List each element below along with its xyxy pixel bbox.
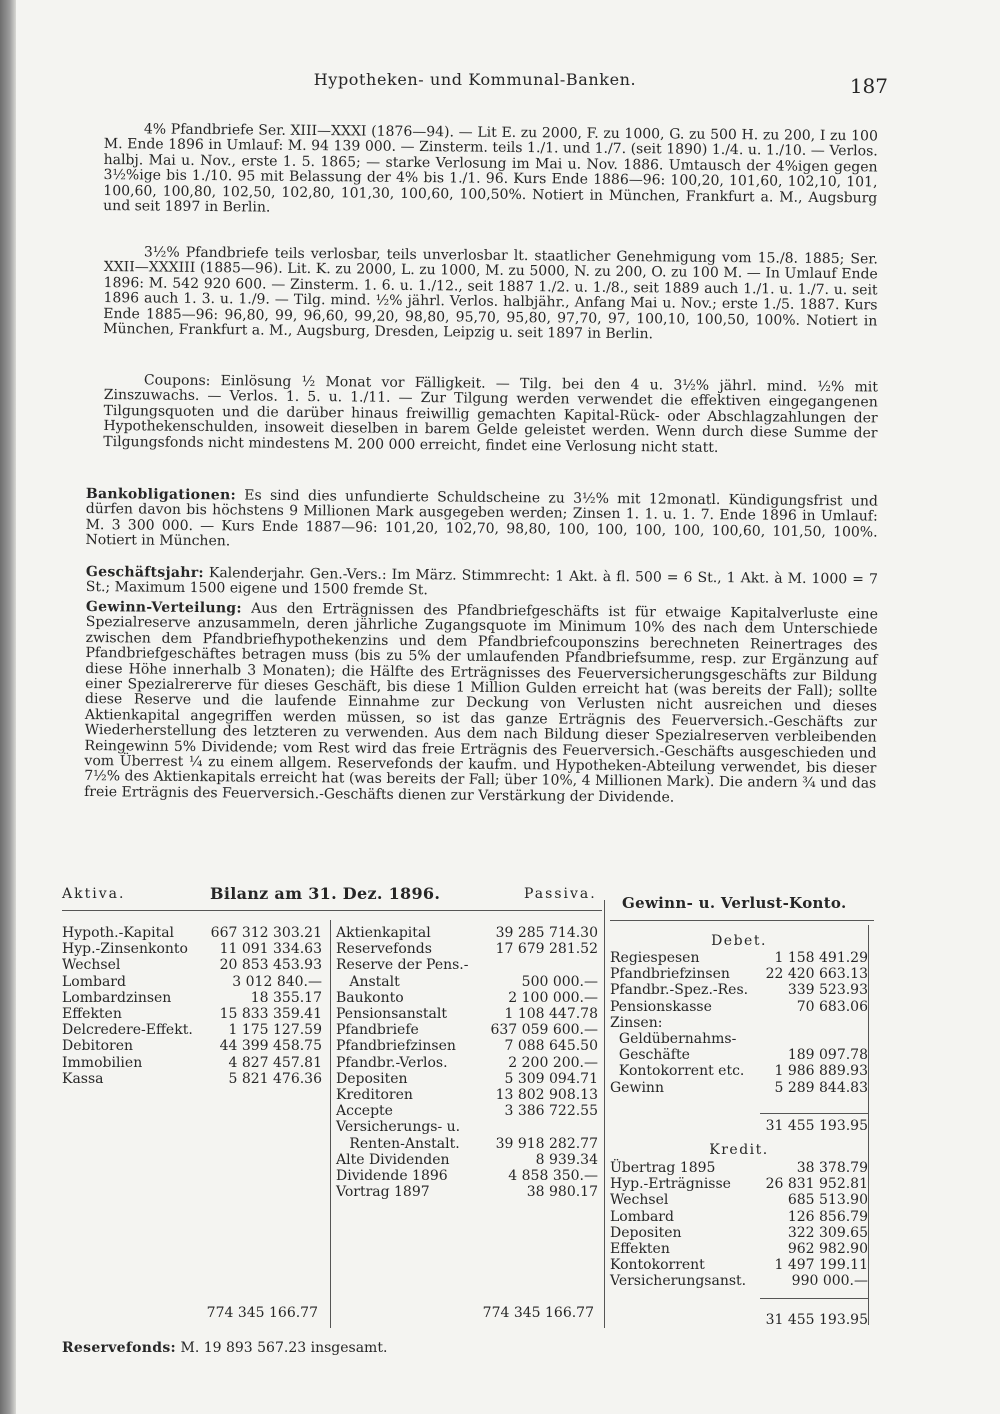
aktiva-label: Aktiva. xyxy=(62,886,126,902)
page-number: 187 xyxy=(849,74,888,98)
table-row xyxy=(336,1136,598,1151)
row-label: Hyp.-Zinsenkonto xyxy=(62,941,188,958)
row-value: 667 312 303.21 xyxy=(210,925,322,941)
table-row xyxy=(610,982,868,997)
paragraph-geschaeftsjahr xyxy=(86,565,878,603)
table-row xyxy=(610,1257,868,1272)
row-label: Pfandbriefe xyxy=(336,1022,419,1039)
table-row xyxy=(336,1087,598,1102)
table-row xyxy=(610,1160,868,1175)
table-row xyxy=(62,1006,322,1021)
row-value: 5 309 094.71 xyxy=(504,1070,598,1087)
row-label: Baukonto xyxy=(336,989,404,1006)
guv-left-rule xyxy=(604,900,605,1328)
table-row xyxy=(336,1038,598,1053)
row-label: Alte Dividenden xyxy=(336,1151,450,1168)
table-row xyxy=(610,1192,868,1207)
table-row xyxy=(336,1103,598,1118)
table-row xyxy=(610,1063,868,1078)
row-label: Kreditoren xyxy=(336,1087,413,1103)
table-row xyxy=(336,1152,598,1167)
table-row xyxy=(336,990,598,1005)
table-row xyxy=(336,974,598,989)
row-value: 17 679 281.52 xyxy=(495,941,598,958)
row-label: Gewinn xyxy=(610,1079,664,1096)
row-label: Wechsel xyxy=(62,957,121,974)
row-value: 990 000.— xyxy=(791,1273,868,1290)
debet-total: 31 455 193.95 xyxy=(765,1118,868,1134)
kredit-table xyxy=(610,1160,868,1295)
row-label: Delcredere-Effekt. xyxy=(62,1022,193,1039)
row-value: 1 986 889.93 xyxy=(774,1063,868,1080)
row-label: Kontokorrent etc. xyxy=(610,1063,745,1080)
row-label: Reservefonds xyxy=(336,941,432,958)
row-value: 44 399 458.75 xyxy=(219,1038,322,1055)
paragraph-text: 3½% Pfandbriefe teils verlosbar, teils unverlosbar lt. staatlicher Genehmigung vom 15./8. 1885; Ser. XXII—XXXIII (1885—96). Lit. K. zu 2000, L. zu 1000, M. zu 5000, N. zu 200, O. zu 100 M. — In Umlauf Ende 1896: M. 542 920 600. — Zinsterm. 1. 6. u. 1./12., seit 1887 1./2. u. 1./8., seit 1889 auch 1./1. u. 1./7. u. seit 1896 auch 1. 3. u. 1./9. — Tilg. mind. ½% jährl. Verlos. halbjähr., Anfang Mai u. Nov.; erste 1./5. 1887. Kurs Ende 1885—96: 96,80, 99, 96,60, 99,20, 98,80, 95,70, 95,80, 97,70, 97, 100,10, 100,50, 100%. Notiert in München, Frankfurt a. M., Augsburg, Dresden, Leipzig u. seit 1897 in Berlin. xyxy=(103,244,878,343)
row-label: Regiespesen xyxy=(610,950,700,966)
row-label: Anstalt xyxy=(336,973,400,990)
table-row xyxy=(610,1015,868,1030)
table-row xyxy=(62,974,322,989)
row-label: Pensionsanstalt xyxy=(336,1006,448,1022)
row-value: 39 918 282.77 xyxy=(495,1135,598,1152)
section-label: Bankobligationen: xyxy=(85,486,237,504)
row-value: 3 386 722.55 xyxy=(504,1103,598,1120)
paragraph-text: Es sind dies unfundierte Schuldscheine zu 3½% mit 12monatl. Kündigungsfrist und dürfen davon bis höchstens 9 Millionen Mark ausgegeben werden; Zinsen 1. 1. u. 1. 7. Ende 1896 in Umlauf: M. 3 300 000. — Kurs Ende 1887—96: 101,20, 102,70, 98,80, 100, 100, 100, 100, 100,60, 101,50, 100%. Notiert in München. xyxy=(85,487,878,550)
row-value: 339 523.93 xyxy=(787,982,868,999)
table-row xyxy=(62,925,322,940)
row-value: 189 097.78 xyxy=(787,1047,868,1064)
row-value: 1 108 447.78 xyxy=(504,1006,598,1022)
bilanz-center-rule xyxy=(330,920,331,1328)
row-label: Effekten xyxy=(62,1006,122,1022)
paragraph-3-5-percent-pfandbriefe xyxy=(103,245,878,345)
reservefonds-text: M. 19 893 567.23 insgesamt. xyxy=(176,1340,388,1356)
table-row xyxy=(62,1038,322,1053)
table-row xyxy=(610,1273,868,1288)
row-value: 8 939.34 xyxy=(535,1151,598,1168)
row-value: 26 831 952.81 xyxy=(765,1176,868,1193)
table-row xyxy=(336,1006,598,1021)
paragraph-4-percent-pfandbriefe xyxy=(103,122,878,222)
table-row xyxy=(610,966,868,981)
table-row xyxy=(62,1071,322,1086)
row-value: 1 175 127.59 xyxy=(228,1022,322,1039)
row-label: Kontokorrent xyxy=(610,1257,705,1274)
row-label: Pensionskasse xyxy=(610,998,712,1015)
bilanz-top-rule xyxy=(62,910,602,911)
row-value: 685 513.90 xyxy=(787,1192,868,1209)
row-value: 22 420 663.13 xyxy=(765,966,868,983)
row-value: 962 982.90 xyxy=(787,1241,868,1257)
row-label: Debitoren xyxy=(62,1038,133,1055)
row-value: 637 059 600.— xyxy=(490,1022,598,1039)
row-label: Lombard xyxy=(610,1208,674,1225)
row-value: 4 858 350.— xyxy=(508,1168,598,1184)
table-row xyxy=(610,1047,868,1062)
row-label: Immobilien xyxy=(62,1054,143,1071)
row-value: 20 853 453.93 xyxy=(219,957,322,974)
row-label: Pfandbriefzinsen xyxy=(610,966,730,983)
row-value: 7 088 645.50 xyxy=(504,1038,598,1055)
row-label: Reserve der Pens.- xyxy=(336,957,469,974)
guv-title: Gewinn- u. Verlust-Konto. xyxy=(622,894,847,912)
table-row xyxy=(336,1168,598,1183)
page-edge-shadow xyxy=(0,0,16,1414)
table-row xyxy=(336,957,598,972)
bilanz-title: Bilanz am 31. Dez. 1896. xyxy=(210,884,441,903)
table-row xyxy=(336,1184,598,1199)
row-label: Hyp.-Erträgnisse xyxy=(610,1176,731,1193)
row-label: Pfandbr.-Spez.-Res. xyxy=(610,982,749,999)
table-row xyxy=(336,1055,598,1070)
section-label: Gewinn-Verteilung: xyxy=(85,599,242,617)
table-row xyxy=(610,1209,868,1224)
row-value: 1 497 199.11 xyxy=(774,1257,868,1274)
paragraph-bankobligationen xyxy=(85,487,878,556)
table-row xyxy=(336,1071,598,1086)
paragraph-text: Aus den Erträgnissen des Pfandbriefgeschäfts ist für etwaige Kapitalverluste eine Spezialreserve anzusammeln, deren jährliche Zugangsquote im Minimum 10% des nach dem Unterschiede zwischen dem Pfandbriefhypothekenzins und dem Pfandbriefcouponszins berechneten Reinertrages des Pfandbriefgeschäftes betragen muss (bis zu 5% der umlaufenden Pfandbriefsumme, resp. zur Ergänzung auf diese Höhe innerhalb 3 Monaten); die Hälfte des Erträgnisses des Feuerversicherungsgeschäfts zur Bildung einer Spezialrererve für dieses Geschäft, bis diese 1 Million Gulden erreicht hat (was bereits der Fall); sollte diese Reserve und die laufende Einnahme zur Deckung von Verlusten nicht ausreichen und dieses Aktienkapital angegriffen werden müssen, so ist das ganze Erträgnis des Feuerversich.-Geschäfts zur Wiederherstellung des letzteren zu verwenden. Aus dem nach Bildung dieser Spezialreserven verbleibenden Reingewinn 5% Dividende; vom Rest wird das freie Erträgnis des Feuerversich.-Geschäfts ausgeschieden und vom Überrest ¼ zu einem allgem. Reservefonds der kaufm. und Hypotheken-Abteilung verwendet, bis dieser 7½% des Aktienkapitals erreicht hat (was bereits der Fall; über 10%, 4 Millionen Mark). Die andern ¾ und das freie Erträgnis des Feuerversich.-Geschäfts dienen zur Verstärkung der Dividende. xyxy=(84,600,878,806)
row-label: Accepte xyxy=(336,1103,393,1120)
reservefonds-line xyxy=(62,1340,387,1356)
row-label: Depositen xyxy=(336,1070,408,1087)
table-row xyxy=(62,1055,322,1070)
table-row xyxy=(610,1031,868,1046)
row-value: 18 355.17 xyxy=(250,989,322,1006)
row-label: Vortrag 1897 xyxy=(336,1184,430,1201)
row-label: Effekten xyxy=(610,1241,670,1257)
paragraph-text: 4% Pfandbriefe Ser. XIII—XXXI (1876—94). — Lit E. zu 2000, F. zu 1000, G. zu 500 H. zu 200, I zu 100 M. Ende 1896 in Umlauf: M. 94 139 000. — Zinsterm. teils 1./1. und 1./7. (seit 1890) 1./4. u. 1./10. — Verlos. halbj. Mai u. Nov., erste 1. 5. 1865; — starke Verlosung im Mai u. Nov. 1886. Umtausch der 4%igen gegen 3½%ige bis 1./10. 95 mit Belassung der 4% bis 1./1. 96. Kurs Ende 1886—96: 100,20, 101,60, 102,10, 101, 100,60, 100,80, 102,50, 102,80, 101,30, 100,60, 100,50%. Notiert in München, Frankfurt a. M., Augsburg und seit 1897 in Berlin. xyxy=(103,121,878,216)
row-label: Lombardzinsen xyxy=(62,989,172,1006)
passiva-label: Passiva. xyxy=(524,886,597,902)
row-value: 70 683.06 xyxy=(796,998,868,1015)
row-value: 500 000.— xyxy=(521,973,598,990)
kredit-total: 31 455 193.95 xyxy=(765,1312,868,1328)
row-value: 15 833 359.41 xyxy=(219,1006,322,1022)
row-label: Hypoth.-Kapital xyxy=(62,925,175,941)
debet-label: Debet. xyxy=(711,933,767,949)
table-row xyxy=(610,1080,868,1095)
row-value: 38 378.79 xyxy=(796,1160,868,1176)
debet-total-rule xyxy=(760,1113,868,1114)
row-value: 4 827 457.81 xyxy=(228,1054,322,1071)
table-row xyxy=(610,999,868,1014)
row-value: 13 802 908.13 xyxy=(495,1087,598,1103)
kredit-label: Kredit. xyxy=(709,1142,769,1158)
table-row xyxy=(62,1022,322,1037)
table-row xyxy=(610,950,868,965)
row-label: Versicherungsanst. xyxy=(610,1273,747,1290)
aktiva-table xyxy=(62,925,322,1125)
row-value: 11 091 334.63 xyxy=(219,941,322,958)
running-header: Hypotheken- und Kommunal-Banken. xyxy=(313,70,637,89)
row-label: Übertrag 1895 xyxy=(610,1160,716,1176)
row-value: 1 158 491.29 xyxy=(774,950,868,966)
row-label: Geschäfte xyxy=(610,1047,690,1064)
row-value: 126 856.79 xyxy=(787,1208,868,1225)
paragraph-gewinn-verteilung xyxy=(84,600,878,808)
row-label: Wechsel xyxy=(610,1192,669,1209)
table-row xyxy=(610,1225,868,1240)
reservefonds-label: Reservefonds: xyxy=(62,1340,177,1356)
row-label: Zinsen: xyxy=(610,1014,663,1031)
guv-right-rule xyxy=(868,925,869,1325)
row-label: Aktienkapital xyxy=(336,925,431,941)
row-value: 5 821 476.36 xyxy=(228,1070,322,1087)
row-label: Pfandbr.-Verlos. xyxy=(336,1054,448,1071)
row-value: 39 285 714.30 xyxy=(495,925,598,941)
table-row xyxy=(336,925,598,940)
table-row xyxy=(610,1176,868,1191)
row-label: Dividende 1896 xyxy=(336,1168,448,1184)
guv-top-rule xyxy=(610,920,874,921)
row-value: 322 309.65 xyxy=(787,1224,868,1241)
aktiva-total: 774 345 166.77 xyxy=(206,1305,318,1321)
table-row xyxy=(62,941,322,956)
row-value: 2 200 200.— xyxy=(508,1054,598,1071)
debet-table xyxy=(610,950,868,1100)
row-value: 5 289 844.83 xyxy=(774,1079,868,1096)
row-label: Depositen xyxy=(610,1224,682,1241)
row-label: Pfandbriefzinsen xyxy=(336,1038,456,1055)
paragraph-text: Coupons: Einlösung ½ Monat vor Fälligkeit. — Tilg. bei den 4 u. 3½% jährl. mind. ½% mit Zinszuwachs. — Verlos. 1. 5. u. 1./11. — Zur Tilgung werden verwendet die effektiven eingegangenen Tilgungsquoten und die darüber hinaus freiwillig gemachten Kapital-Rück- oder Abschlagzahlungen der Hypothekenschulden, insoweit dieselben in barem Gelde geleistet werden. Wenn durch diese Summe der Tilgungsfonds nicht mindestens M. 200 000 erreicht, findet eine Verlosung nicht statt. xyxy=(103,372,878,456)
row-label: Renten-Anstalt. xyxy=(336,1135,460,1152)
passiva-table xyxy=(336,925,598,1215)
paragraph-text: Kalenderjahr. Gen.-Vers.: Im März. Stimmrecht: 1 Akt. à fl. 500 = 6 St., 1 Akt. à M. 1000 = 7 St.; Maximum 1500 eigene und 1500 fremde St. xyxy=(85,565,878,599)
table-row xyxy=(62,990,322,1005)
table-row xyxy=(336,1022,598,1037)
table-row xyxy=(62,957,322,972)
row-value: 38 980.17 xyxy=(526,1184,598,1201)
row-label: Geldübernahms- xyxy=(610,1031,737,1047)
row-label: Lombard xyxy=(62,973,126,990)
section-label: Geschäftsjahr: xyxy=(85,564,204,582)
table-row xyxy=(336,941,598,956)
table-row xyxy=(336,1119,598,1134)
paragraph-coupons xyxy=(103,373,878,457)
passiva-total: 774 345 166.77 xyxy=(482,1305,594,1321)
row-label: Kassa xyxy=(62,1070,104,1087)
kredit-total-rule xyxy=(760,1298,868,1299)
row-value: 3 012 840.— xyxy=(232,973,322,990)
row-value: 2 100 000.— xyxy=(508,989,598,1006)
table-row xyxy=(610,1241,868,1256)
row-label: Versicherungs- u. xyxy=(336,1119,461,1136)
